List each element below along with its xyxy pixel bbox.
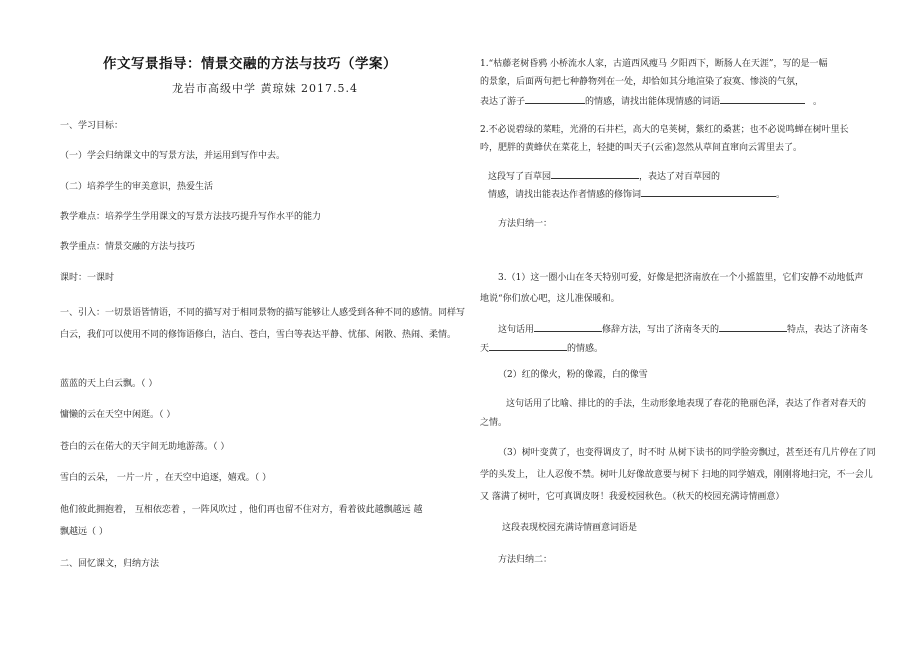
goal-1: （一）学会归纳课文中的写景方法，并运用到写作中去。 xyxy=(60,151,286,161)
q3-1-line3-mid2: 特点，表达了济南冬 xyxy=(787,325,869,335)
q3-3-question: 这段表现校园充满诗情画意词语是 xyxy=(502,523,638,533)
q2-line2: 吟，肥胖的黄蜂伏在菜花上，轻捷的叫天子(云雀)忽然从草间直窜向云霄里去了。 xyxy=(480,143,803,153)
example-2: 慵懒的云在天空中闲逛。（ ） xyxy=(60,410,176,420)
q3-2-line1: 这句话用了比喻、排比的的手法，生动形象地表现了春花的艳丽色泽，表达了作者对春天的 xyxy=(506,399,867,409)
q2-line4-end: 。 xyxy=(776,190,786,200)
teaching-difficulty: 教学难点：培养学生学用课文的写景方法技巧提升写作水平的能力 xyxy=(60,212,322,222)
method-summary-2: 方法归纳二： xyxy=(498,555,553,565)
q3-1-line4 xyxy=(480,340,603,356)
q1-line3 xyxy=(480,93,822,109)
q1-line3-end: 。 xyxy=(813,97,823,107)
q2-blank-2[interactable] xyxy=(641,186,776,197)
q1-line2: 的景象，后面两句把七种静物列在一处，却恰如其分地渲染了寂寞、惨淡的气氛， xyxy=(480,77,805,87)
method-summary-1: 方法归纳一： xyxy=(498,219,553,229)
author-byline: 龙岩市高级中学 黄琼妹 2017.5.4 xyxy=(172,82,358,95)
q3-1-line3 xyxy=(498,321,868,337)
q2-line3-mid: ，表达了对百草园的 xyxy=(639,172,721,182)
q2-line1: 2.不必说碧绿的菜畦，光滑的石井栏，高大的皂荚树，紫红的桑葚；也不必说鸣蝉在树叶里长 xyxy=(480,125,849,135)
q3-blank-2[interactable] xyxy=(719,321,787,332)
q3-blank-1[interactable] xyxy=(534,321,602,332)
q3-1-line1: 3.（1）这一圈小山在冬天特别可爱，好像是把济南放在一个小摇篮里，它们安静不动地低声 xyxy=(498,273,864,283)
q2-line4-prefix: 情感，请找出能表达作者情感的修饰词 xyxy=(488,190,642,200)
q1-blank-2[interactable] xyxy=(720,93,805,104)
goal-2: （二）培养学生的审美意识，热爱生活 xyxy=(60,182,214,192)
q1-blank-1[interactable] xyxy=(525,93,585,104)
q3-1-line3-prefix: 这句话用 xyxy=(498,325,535,335)
q3-3-line2: 学的头发上， 让人忍俊不禁。树叶儿好像故意要与树下 扫地的同学嬉戏，刚刚将地扫完，不一会儿 xyxy=(480,470,873,480)
q2-line3-prefix: 这段写了百草园 xyxy=(488,172,552,182)
q3-1-line4-prefix: 天 xyxy=(480,344,490,354)
intro-paragraph: 一、引入：一切景语皆情语，不同的描写对于相同景物的描写能够让人感受到各种不同的感情。同样写白云，我们可以使用不同的修饰语修白，洁白、苍白，雪白等表达平静、忧郁、闲散、热闹、柔情。 xyxy=(60,308,466,340)
example-1: 蓝蓝的天上白云飘。（ ） xyxy=(60,379,158,389)
q3-2-line2: 之情。 xyxy=(480,418,508,428)
q3-blank-3[interactable] xyxy=(489,340,567,351)
q3-3-line1: （3）树叶变黄了，也变得调皮了，时不时 从树下读书的同学脸旁飘过，甚至还有几片停在了同 xyxy=(498,448,876,458)
page-title: 作文写景指导：情景交融的方法与技巧（学案） xyxy=(103,56,397,72)
q3-3-line3: 又 落满了树叶，它可真调皮呀！我爱校园秋色。（秋天的校园充满诗情画意） xyxy=(480,492,785,502)
goals-heading: 一、学习目标： xyxy=(60,121,124,131)
class-period: 课时：一课时 xyxy=(60,273,115,283)
q2-blank-1[interactable] xyxy=(551,168,639,179)
q2-line3 xyxy=(488,168,720,184)
q2-line4 xyxy=(488,186,785,202)
q1-line1: 1.“枯藤老树昏鸦 小桥流水人家，古道西风瘦马 夕阳西下，断肠人在天涯”，写的是一幅 xyxy=(480,59,828,69)
review-heading: 二、回忆课文，归纳方法 xyxy=(60,559,160,569)
teaching-focus: 教学重点：情景交融的方法与技巧 xyxy=(60,242,196,252)
example-4: 雪白的云朵， 一片一片 ，在天空中追逐，嬉戏。（ ） xyxy=(60,473,272,483)
q1-line3-mid: 的情感，请找出能体现情感的词语 xyxy=(585,97,721,107)
example-5-line2: 飘越远（ ） xyxy=(60,527,108,537)
example-5-line1: 他们彼此拥抱着， 互相依恋着 ，一阵风吹过 ，他们再也留不住对方，看着彼此越飘越远 越 xyxy=(60,505,423,515)
q1-line3-prefix: 表达了游子 xyxy=(480,97,526,107)
example-3: 苍白的云在偌大的天宇间无助地游荡。（ ） xyxy=(60,442,230,452)
q3-2-heading: （2）红的像火，粉的像霞，白的像雪 xyxy=(498,370,648,380)
q3-1-line3-mid1: 修辞方法，写出了济南冬天的 xyxy=(602,325,720,335)
q3-1-line2: 地说“你们放心吧，这儿准保暖和。 xyxy=(480,294,620,304)
q3-1-line4-end: 的情感。 xyxy=(567,344,604,354)
